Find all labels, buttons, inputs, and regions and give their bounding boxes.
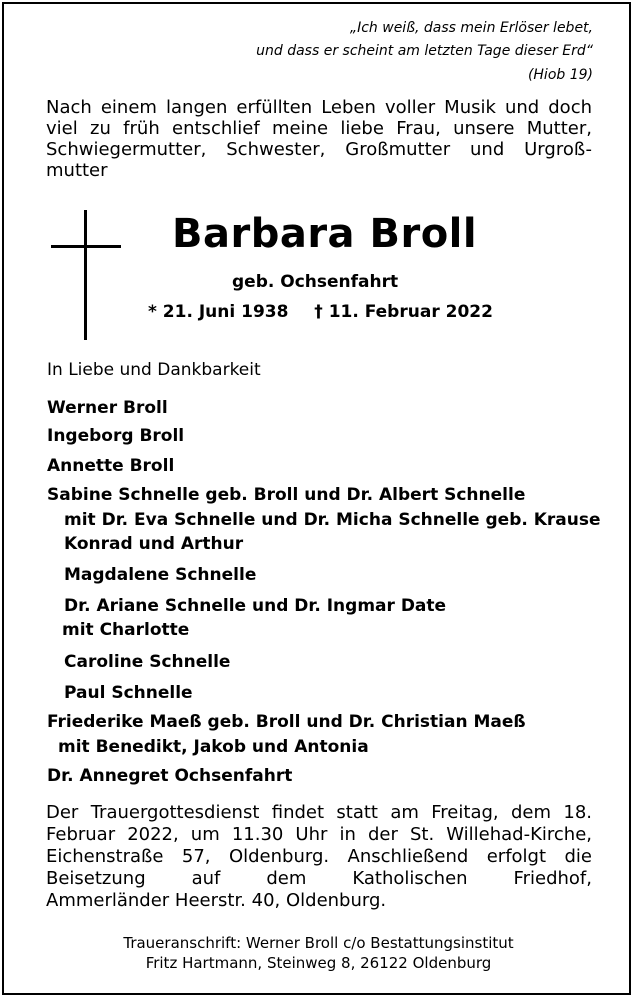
service-line-3: Eichenstraße 57, Oldenburg. Anschließend erfolgt die bbox=[46, 846, 592, 867]
gratitude-line: In Liebe und Dankbarkeit bbox=[47, 360, 261, 380]
mourner-entry: Sabine Schnelle geb. Broll und Dr. Albert Schnelle bbox=[47, 485, 526, 505]
mourner-entry: Annette Broll bbox=[47, 456, 175, 476]
mourner-entry: Dr. Annegret Ochsenfahrt bbox=[47, 766, 293, 786]
deceased-name: Barbara Broll bbox=[172, 211, 478, 257]
mourner-entry: mit Benedikt, Jakob und Antonia bbox=[58, 737, 369, 757]
address-line-2: Fritz Hartmann, Steinweg 8, 26122 Oldenburg bbox=[145, 954, 492, 972]
mourner-entry: Werner Broll bbox=[47, 398, 168, 418]
birth-date: * 21. Juni 1938 bbox=[148, 302, 289, 322]
mourner-entry: mit Charlotte bbox=[62, 620, 190, 640]
intro-line-3: Schwiegermutter, Schwester, Großmutter und Urgroß- bbox=[46, 139, 592, 160]
death-date: † 11. Februar 2022 bbox=[314, 302, 493, 322]
service-line-5: Ammerländer Heerstr. 40, Oldenburg. bbox=[46, 890, 387, 911]
intro-line-1: Nach einem langen erfüllten Leben voller Musik und doch bbox=[46, 97, 592, 118]
service-line-2: Februar 2022, um 11.30 Uhr in der St. Willehad-Kirche, bbox=[46, 824, 592, 845]
quote-source: (Hiob 19) bbox=[527, 67, 593, 83]
address-line-1: Traueranschrift: Werner Broll c/o Bestattungsinstitut bbox=[123, 934, 514, 952]
quote-line-1: „Ich weiß, dass mein Erlöser lebet, bbox=[349, 20, 593, 36]
mourner-entry: Dr. Ariane Schnelle und Dr. Ingmar Date bbox=[64, 596, 447, 616]
mourner-entry: Friederike Maeß geb. Broll und Dr. Christian Maeß bbox=[47, 712, 526, 732]
quote-line-2: und dass er scheint am letzten Tage dieser Erd“ bbox=[256, 43, 593, 59]
intro-text bbox=[46, 97, 592, 181]
mourner-entry: Konrad und Arthur bbox=[64, 534, 244, 554]
birth-name: geb. Ochsenfahrt bbox=[232, 272, 399, 292]
intro-line-2: viel zu früh entschlief meine liebe Frau, unsere Mutter, bbox=[46, 118, 592, 139]
mourner-entry: mit Dr. Eva Schnelle und Dr. Micha Schnelle geb. Krause bbox=[64, 510, 601, 530]
mourner-entry: Ingeborg Broll bbox=[47, 426, 185, 446]
service-line-4: Beisetzung auf dem Katholischen Friedhof, bbox=[46, 868, 592, 889]
mourner-entry: Caroline Schnelle bbox=[64, 652, 231, 672]
service-line-1: Der Trauergottesdienst findet statt am Freitag, dem 18. bbox=[46, 802, 592, 823]
mourner-entry: Magdalene Schnelle bbox=[64, 565, 257, 585]
intro-line-4: mutter bbox=[46, 160, 108, 181]
mourner-entry: Paul Schnelle bbox=[64, 683, 193, 703]
life-dates bbox=[148, 302, 493, 322]
service-text bbox=[46, 802, 592, 912]
